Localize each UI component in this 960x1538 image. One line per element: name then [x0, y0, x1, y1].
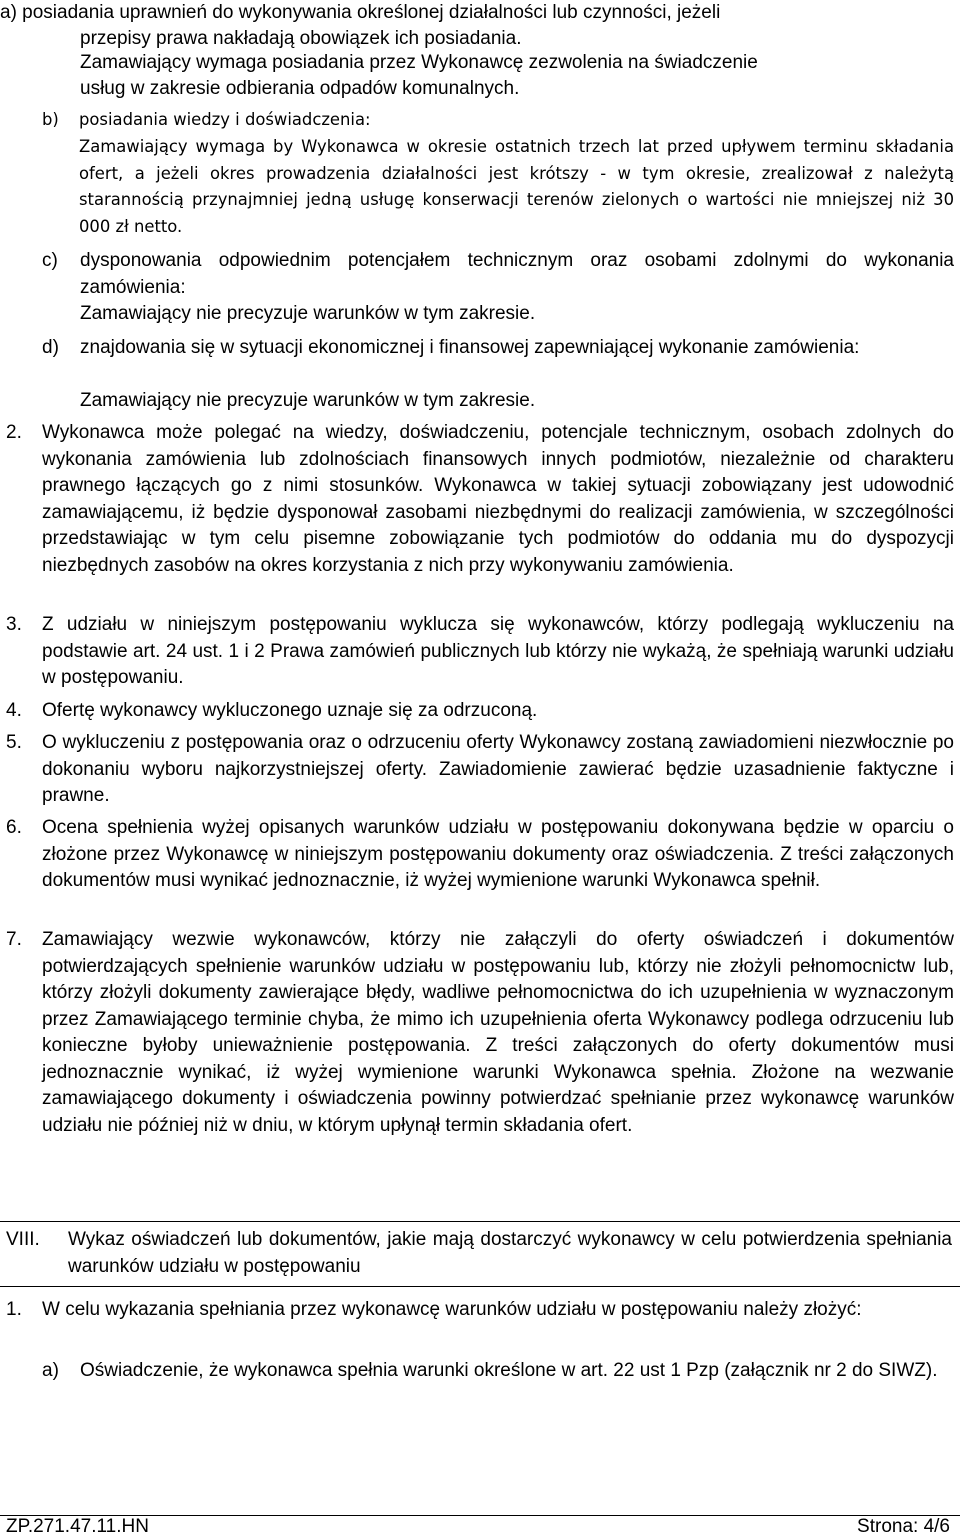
footer-page-number: Strona: 4/6 — [857, 1516, 950, 1537]
item-c-note: Zamawiający nie precyzuje warunków w tym zakresie. — [80, 303, 536, 324]
item-4-text: Ofertę wykonawcy wykluczonego uznaje się za odrzuconą. — [42, 700, 538, 721]
item-a-line-4: usług w zakresie odbierania odpadów komunalnych. — [80, 78, 520, 99]
item-3-text: Z udziału w niniejszym postępowaniu wyklucza się wykonawców, którzy podlegają wykluczeniu na podstawie art. 24 ust. 1 i 2 Prawa zamówień publicznych lub którzy nie wykażą, że spełniają warunki udziału w postępowaniu. — [42, 614, 954, 688]
item-5-text: O wykluczeniu z postępowania oraz o odrzuceniu oferty Wykonawcy zostaną zawiadomieni niezwłocznie po dokonaniu wyboru najkorzystniejszej oferty. Zawiadomienie zawierać będzie uzasadnienie faktyczne i prawne. — [42, 732, 954, 806]
item-7-number: 7. — [6, 929, 22, 950]
item-d-title: znajdowania się w sytuacji ekonomicznej i finansowej zapewniającej wykonanie zamówienia: — [80, 337, 860, 358]
section-heading-box — [0, 1221, 960, 1287]
item-a-line-1: a) posiadania uprawnień do wykonywania określonej działalności lub czynności, jeżeli — [0, 2, 721, 23]
item-5-number: 5. — [6, 732, 22, 753]
item-b-text: Zamawiający wymaga by Wykonawca w okresie ostatnich trzech lat przed upływem terminu składania ofert, a jeżeli okres prowadzenia działalności jest krótszy - w tym okresie, zrealizował z należytą starannością przynajmniej jedną usługę konserwacji terenów zielonych o wartości nie mniejszej niż 30 000 zł netto. — [79, 137, 954, 236]
item-c-title: dysponowania odpowiednim potencjałem technicznym oraz osobami zdolnymi do wykonania zamówienia: — [80, 250, 954, 298]
item-a-line-3: Zamawiający wymaga posiadania przez Wykonawcę zezwolenia na świadczenie — [80, 52, 758, 73]
section-title: Wykaz oświadczeń lub dokumentów, jakie mają dostarczyć wykonawcy w celu potwierdzenia spełniania warunków udziału w postępowaniu — [68, 1229, 952, 1277]
viii-item-a-label: a) — [42, 1360, 59, 1381]
item-6-number: 6. — [6, 817, 22, 838]
item-c-label: c) — [42, 250, 58, 271]
item-7-text: Zamawiający wezwie wykonawców, którzy nie załączyli do oferty oświadczeń i dokumentów potwierdzających spełnienie warunków udziału w postępowaniu lub, którzy nie złożyli pełnomocnictw lub, którzy złożyli dokumenty zawierające błędy, wadliwe pełnomocnictwa do ich uzupełnienia w wyznaczonym przez Zamawiającego terminie chyba, że mimo ich uzupełnienia oferta Wykonawcy podlega odrzuceniu lub konieczne byłoby unieważnienie postępowania. Z treści załączonych do oferty dokumentów musi jednoznacznie wynikać, iż wyżej wymienione warunki Wykonawca spełnia. Złożone na wezwanie zamawiającego dokumenty i oświadczenia powinny potwierdzać spełnianie przez wykonawcę warunków udziału nie później niż w dniu, w którym upłynął termin składania ofert. — [42, 929, 954, 1136]
viii-item-a-text: Oświadczenie, że wykonawca spełnia warunki określone w art. 22 ust 1 Pzp (załącznik nr 2 do SIWZ). — [80, 1360, 938, 1381]
item-2-text: Wykonawca może polegać na wiedzy, doświadczeniu, potencjale technicznym, osobach zdolnych do wykonania zamówienia lub zdolnościach finansowych innych podmiotów, niezależnie od charakteru prawnego łączących go z nimi stosunków. Wykonawca w takiej sytuacji zobowiązany jest udowodnić zamawiającemu, iż będzie dysponował zasobami niezbędnymi do realizacji zamówienia, w szczególności przedstawiając w tym celu pisemne zobowiązanie tych podmiotów do oddania mu do dyspozycji niezbędnych zasobów na okres korzystania z nich przy wykonywaniu zamówienia. — [42, 422, 954, 576]
viii-item-1-text: W celu wykazania spełniania przez wykonawcę warunków udziału w postępowaniu należy złożyć: — [42, 1299, 862, 1320]
footer-reference: ZP.271.47.11.HN — [6, 1516, 149, 1537]
item-4-number: 4. — [6, 700, 22, 721]
item-d-label: d) — [42, 337, 59, 358]
item-b-label: b) — [42, 110, 59, 129]
item-2-number: 2. — [6, 422, 22, 443]
item-d-note: Zamawiający nie precyzuje warunków w tym zakresie. — [80, 390, 536, 411]
viii-item-1-number: 1. — [6, 1299, 22, 1320]
item-6-text: Ocena spełnienia wyżej opisanych warunków udziału w postępowaniu dokonywana będzie w oparciu o złożone przez Wykonawcę w niniejszym postępowaniu dokumenty oraz oświadczenia. Z treści załączonych dokumentów musi wynikać jednoznacznie, iż wyżej wymienione warunki Wykonawca spełnił. — [42, 817, 954, 891]
item-b-title: posiadania wiedzy i doświadczenia: — [79, 110, 371, 129]
item-a-line-2: przepisy prawa nakładają obowiązek ich posiadania. — [80, 28, 522, 49]
section-number: VIII. — [6, 1229, 40, 1250]
item-3-number: 3. — [6, 614, 22, 635]
